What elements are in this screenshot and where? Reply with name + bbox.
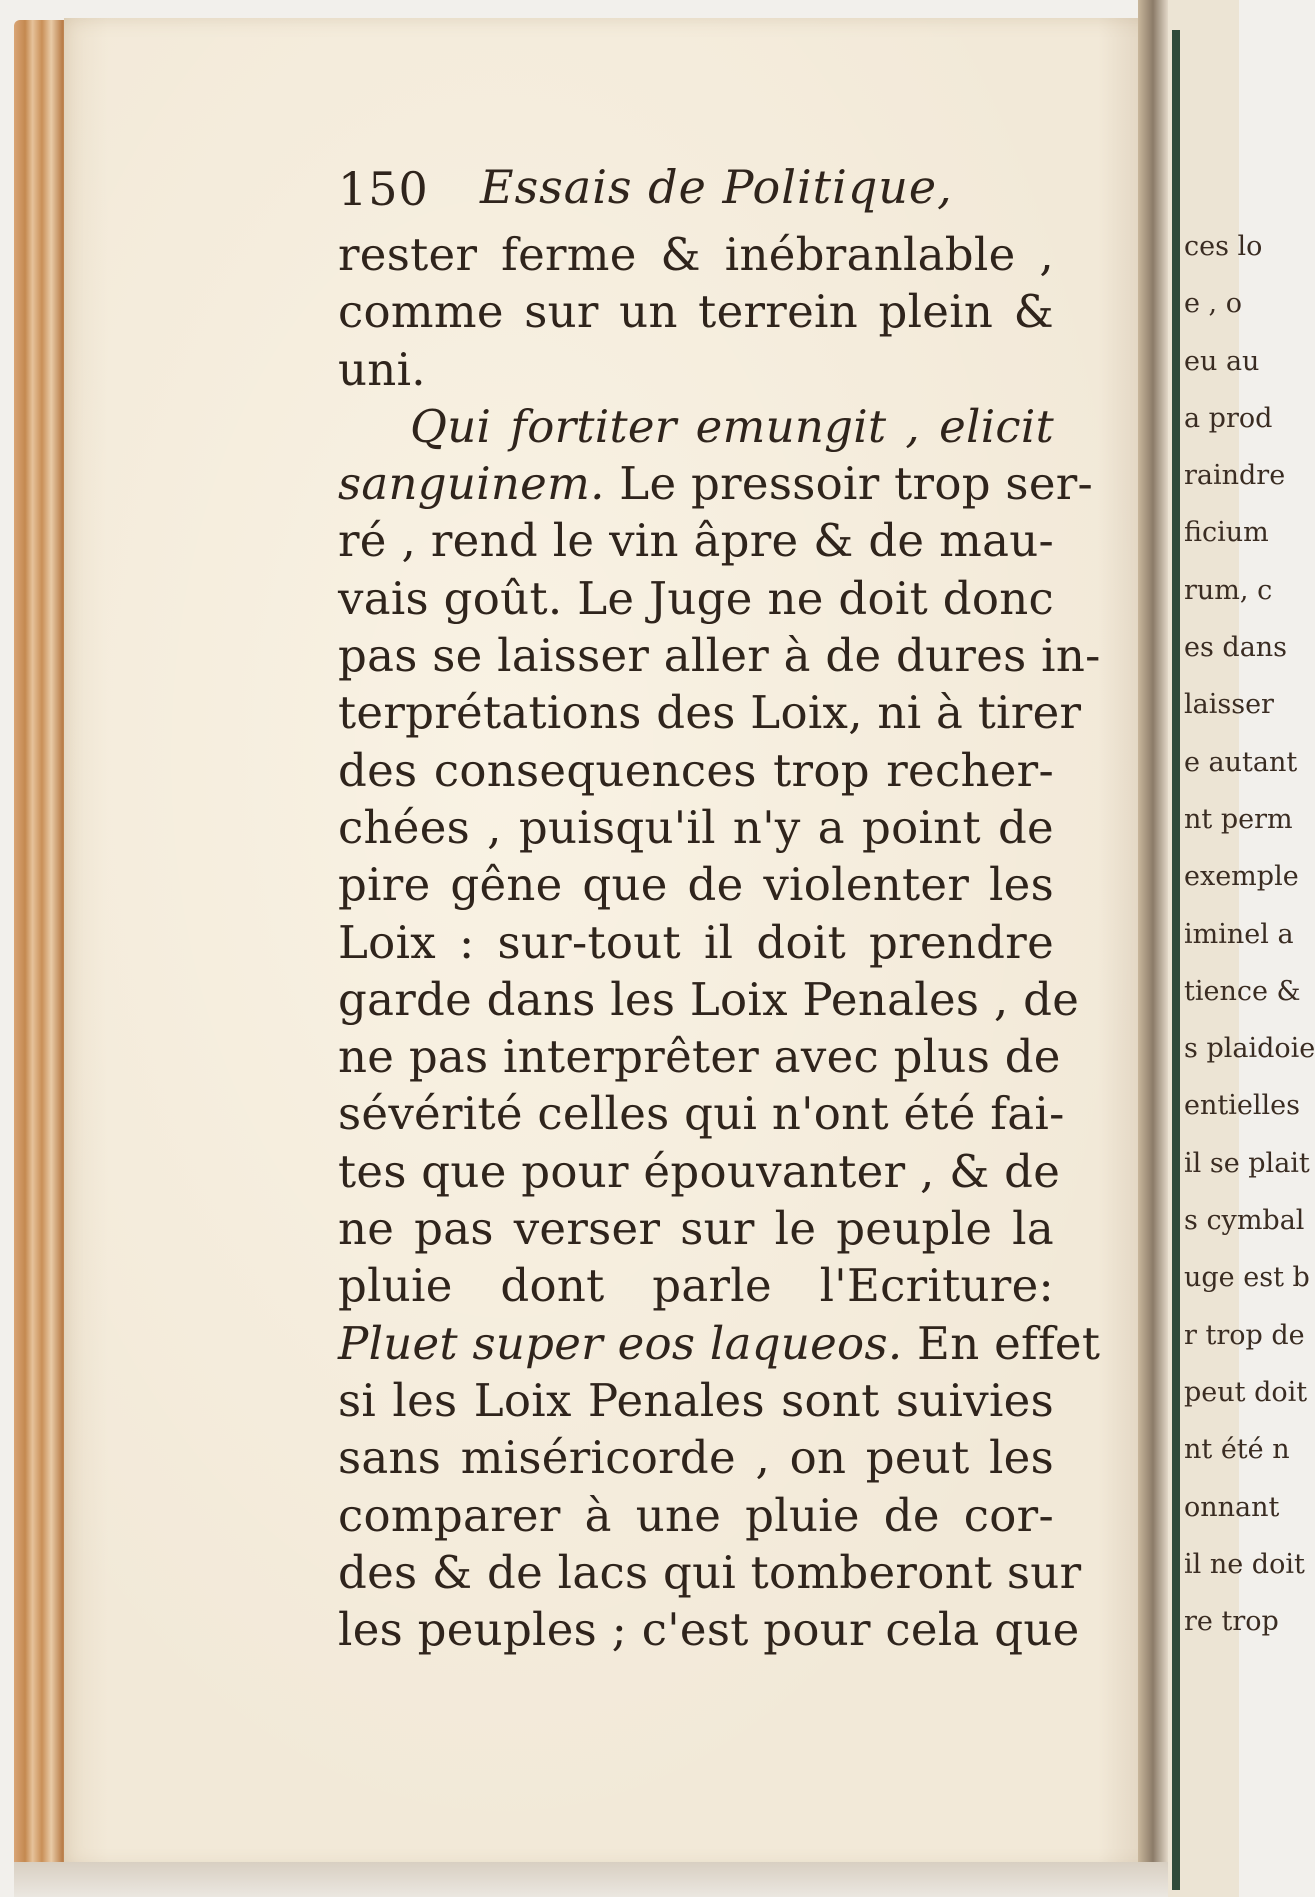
facing-line: laisser bbox=[1184, 689, 1274, 721]
text-line: garde dans les Loix Penales , de bbox=[338, 972, 1080, 1026]
facing-line: es dans bbox=[1184, 632, 1288, 664]
facing-line: ces lo bbox=[1184, 231, 1263, 262]
text-line-mixed bbox=[338, 455, 1094, 512]
text-line: des & de lacs qui tomberont sur bbox=[338, 1545, 1082, 1599]
bottom-shadow bbox=[14, 1862, 1174, 1897]
text-line: si les Loix Penales sont suivies bbox=[338, 1373, 1054, 1427]
facing-line: peut doit bbox=[1184, 1376, 1308, 1408]
text-line: pluie dont parle l'Ecriture: bbox=[338, 1259, 1054, 1313]
text-line: sévérité celles qui n'ont été fai- bbox=[338, 1087, 1065, 1141]
text-line: uni. bbox=[338, 342, 426, 396]
text-block bbox=[338, 156, 1101, 1658]
facing-line: il se plait bbox=[1184, 1147, 1310, 1179]
facing-line: e autant bbox=[1184, 746, 1298, 778]
latin-quote: sanguinem. bbox=[338, 457, 605, 511]
facing-line: raindre bbox=[1184, 460, 1286, 492]
facing-line: nt été n bbox=[1184, 1434, 1290, 1466]
facing-line: s plaidoie bbox=[1184, 1033, 1315, 1065]
latin-quote: Pluet super eos laqueos. bbox=[338, 1316, 903, 1370]
facing-line: entielles bbox=[1184, 1090, 1300, 1122]
text-line: sans miséricorde , on peut les bbox=[338, 1431, 1054, 1485]
facing-line: tience & bbox=[1184, 975, 1301, 1007]
text-line: rester ferme & inébranlable , bbox=[338, 228, 1054, 281]
facing-line: e , o bbox=[1184, 288, 1242, 320]
text-line: vais goût. Le Juge ne doit donc bbox=[338, 571, 1054, 625]
text-span: En effet bbox=[902, 1316, 1101, 1370]
facing-page-band bbox=[1172, 30, 1180, 1890]
text-line: tes que pour épouvanter , & de bbox=[338, 1144, 1061, 1198]
text-line: comme sur un terrein plein & bbox=[338, 285, 1054, 339]
facing-page-text bbox=[1184, 218, 1315, 1650]
text-line-mixed bbox=[338, 1315, 1101, 1372]
facing-line: re trop bbox=[1184, 1606, 1279, 1638]
facing-line: a prod bbox=[1184, 402, 1273, 434]
facing-line: il ne doit bbox=[1184, 1548, 1305, 1580]
facing-line: ficium bbox=[1184, 517, 1269, 549]
text-span: Le pressoir trop ser- bbox=[604, 457, 1094, 511]
page-number: 150 bbox=[338, 162, 429, 216]
text-line: terprétations des Loix, ni à tirer bbox=[338, 686, 1082, 740]
running-title: Essais de Politique, bbox=[480, 160, 953, 214]
facing-line: nt perm bbox=[1184, 803, 1293, 835]
facing-line: uge est b bbox=[1184, 1262, 1310, 1294]
facing-line: onnant bbox=[1184, 1491, 1280, 1523]
facing-line: r trop de bbox=[1184, 1319, 1305, 1351]
text-line: Loix : sur-tout il doit prendre bbox=[338, 915, 1054, 969]
text-line: des consequences trop recher- bbox=[338, 743, 1054, 797]
facing-line: s cymbal bbox=[1184, 1205, 1305, 1237]
facing-line: eu au bbox=[1184, 345, 1260, 377]
latin-quote-line: Qui fortiter emungit , elicit bbox=[410, 399, 1054, 453]
text-line: chées , puisqu'il n'y a point de bbox=[338, 800, 1054, 854]
text-line: comparer à une pluie de cor- bbox=[338, 1488, 1054, 1542]
facing-line: rum, c bbox=[1184, 574, 1273, 606]
facing-line: exemple bbox=[1184, 861, 1299, 893]
text-line: ne pas interprêter avec plus de bbox=[338, 1030, 1061, 1084]
text-line: les peuples ; c'est pour cela que bbox=[338, 1603, 1080, 1657]
book-gutter bbox=[1138, 0, 1168, 1897]
text-line: ne pas verser sur le peuple la bbox=[338, 1202, 1054, 1256]
text-line: ré , rend le vin âpre & de mau- bbox=[338, 514, 1054, 568]
facing-line: iminel a bbox=[1184, 918, 1294, 950]
page-header bbox=[338, 156, 1054, 226]
text-line: pas se laisser aller à de dures in- bbox=[338, 629, 1101, 683]
text-line: pire gêne que de violenter les bbox=[338, 858, 1054, 912]
